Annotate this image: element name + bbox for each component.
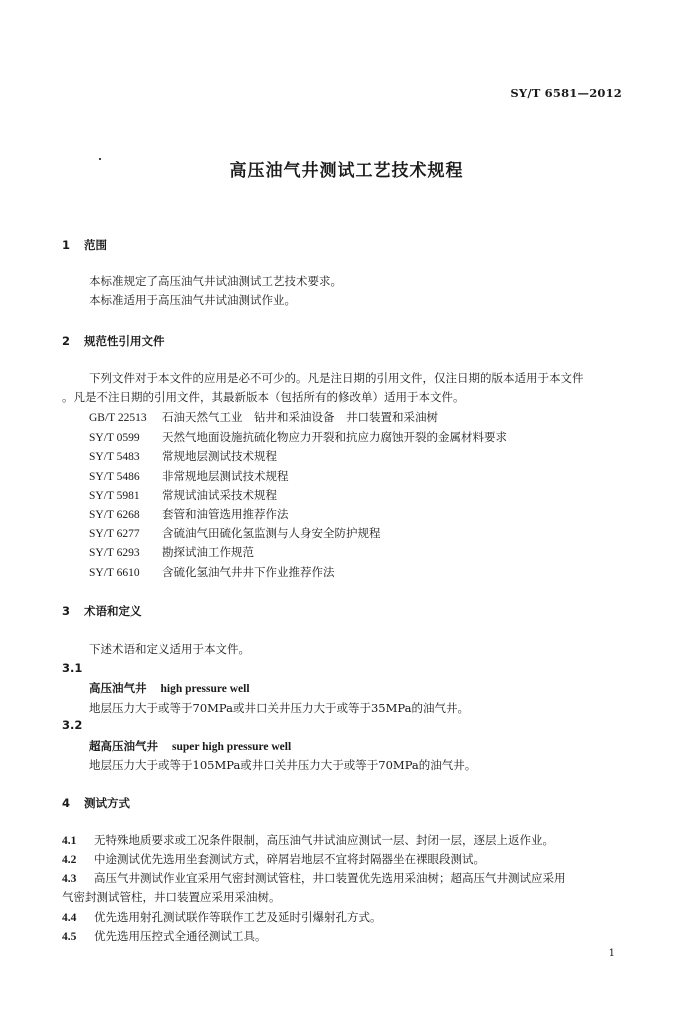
section-title: 规范性引用文件 — [84, 334, 165, 348]
clause-continuation: 气密封测试管柱，井口装置应采用采油树。 — [62, 890, 281, 904]
clause-text: 无特殊地质要求或工况条件限制，高压油气井试油应测试一层、封闭一层，逐层上返作业。 — [94, 833, 554, 847]
reference-code: SY/T 6610 — [89, 567, 140, 579]
reference-item — [89, 448, 277, 464]
reference-title: 非常规地层测试技术规程 — [162, 469, 289, 483]
reference-item — [89, 409, 438, 425]
reference-title: 常规试油试采技术规程 — [162, 488, 277, 502]
clause-item — [62, 832, 554, 848]
clause-item — [62, 870, 566, 886]
reference-title: 含硫油气田硫化氢监测与人身安全防护规程 — [162, 526, 381, 540]
clause-item — [62, 928, 267, 944]
paragraph-continuation: 。凡是不注日期的引用文件，其最新版本（包括所有的修改单）适用于本文件。 — [62, 390, 465, 404]
section-number: 3 — [62, 604, 71, 618]
section-title: 术语和定义 — [84, 604, 142, 618]
reference-code: SY/T 0599 — [89, 432, 140, 444]
reference-code: SY/T 5981 — [89, 490, 140, 502]
clause-number: 4.1 — [62, 835, 77, 847]
term-heading — [89, 738, 291, 754]
term-en: high pressure well — [160, 683, 250, 695]
clause-text: 中途测试优先选用坐套测试方式，碎屑岩地层不宜将封隔器坐在裸眼段测试。 — [94, 852, 485, 866]
term-cn: 超高压油气井 — [89, 739, 158, 753]
standard-code: SY/T 6581—2012 — [510, 86, 622, 100]
clause-item — [62, 851, 485, 867]
reference-code: SY/T 5486 — [89, 471, 140, 483]
section-number: 2 — [62, 334, 71, 348]
clause-number: 4.4 — [62, 912, 77, 924]
reference-code: SY/T 6293 — [89, 547, 140, 559]
reference-code: SY/T 6268 — [89, 509, 140, 521]
section-4-heading — [62, 795, 130, 811]
term-heading — [89, 680, 250, 696]
reference-code: GB/T 22513 — [89, 412, 147, 424]
section-3-heading — [62, 603, 142, 619]
reference-item — [89, 544, 254, 560]
clause-number: 4.5 — [62, 931, 77, 943]
section-1-heading — [62, 237, 107, 253]
reference-code: SY/T 5483 — [89, 451, 140, 463]
term-cn: 高压油气井 — [89, 681, 147, 695]
term-definition: 地层压力大于或等于105MPa或井口关井压力大于或等于70MPa的油气井。 — [89, 758, 477, 772]
reference-title: 勘探试油工作规范 — [162, 545, 254, 559]
clause-text: 高压气井测试作业宜采用气密封测试管柱，井口装置优先选用采油树；超高压气井测试应采用 — [94, 871, 566, 885]
paragraph: 本标准适用于高压油气井试油测试作业。 — [89, 293, 296, 307]
reference-item — [89, 525, 381, 541]
paragraph: 下述术语和定义适用于本文件。 — [89, 642, 250, 656]
clause-text: 优先选用射孔测试联作等联作工艺及延时引爆射孔方式。 — [94, 910, 382, 924]
clause-number: 4.3 — [62, 873, 77, 885]
reference-item — [89, 487, 277, 503]
section-title: 测试方式 — [84, 796, 130, 810]
reference-title: 套管和油管选用推荐作法 — [162, 507, 289, 521]
reference-item — [89, 468, 289, 484]
page-number: 1 — [608, 948, 615, 959]
term-en: super high pressure well — [172, 741, 292, 753]
clause-item — [62, 909, 382, 925]
term-number: 3.1 — [62, 661, 83, 675]
clause-text: 优先选用压控式全通径测试工具。 — [94, 929, 267, 943]
reference-title: 石油天然气工业 钻井和采油设备 井口装置和采油树 — [162, 410, 438, 424]
reference-item — [89, 564, 335, 580]
paragraph: 下列文件对于本文件的应用是必不可少的。凡是注日期的引用文件，仅注日期的版本适用于本文件 — [89, 371, 584, 385]
reference-title: 常规地层测试技术规程 — [162, 449, 277, 463]
section-title: 范围 — [84, 238, 107, 252]
section-number: 1 — [62, 238, 71, 252]
reference-item — [89, 429, 507, 445]
term-number: 3.2 — [62, 718, 83, 732]
reference-item — [89, 506, 289, 522]
clause-number: 4.2 — [62, 854, 77, 866]
document-title: 高压油气井测试工艺技术规程 — [229, 161, 464, 181]
section-number: 4 — [62, 796, 71, 810]
reference-title: 含硫化氢油气井井下作业推荐作法 — [162, 565, 335, 579]
section-2-heading — [62, 333, 165, 349]
term-definition: 地层压力大于或等于70MPa或井口关井压力大于或等于35MPa的油气井。 — [89, 701, 469, 715]
reference-title: 天然气地面设施抗硫化物应力开裂和抗应力腐蚀开裂的金属材料要求 — [162, 430, 507, 444]
reference-code: SY/T 6277 — [89, 528, 140, 540]
paragraph: 本标准规定了高压油气井试油测试工艺技术要求。 — [89, 274, 342, 288]
